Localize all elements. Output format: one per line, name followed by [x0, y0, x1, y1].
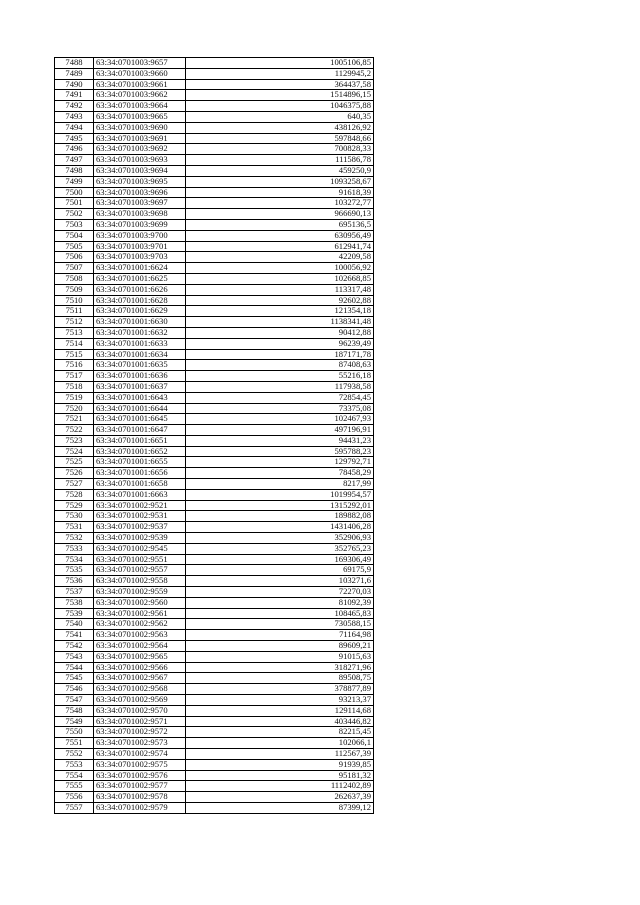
- table-row: [55, 133, 374, 144]
- row-number-cell: 7527: [55, 479, 94, 490]
- cadastral-number-cell: 63:34:0701003:9701: [94, 241, 186, 252]
- cadastral-number-cell: 63:34:0701002:9561: [94, 608, 186, 619]
- cadastral-value-cell: 91939,85: [186, 759, 374, 770]
- cadastral-number-cell: 63:34:0701002:9521: [94, 500, 186, 511]
- cadastral-value-cell: 1093258,67: [186, 176, 374, 187]
- cadastral-value-cell: 1005106,85: [186, 58, 374, 69]
- cadastral-number-cell: 63:34:0701002:9564: [94, 641, 186, 652]
- cadastral-value-cell: 403446,82: [186, 716, 374, 727]
- cadastral-value-cell: 112567,39: [186, 749, 374, 760]
- cadastral-value-cell: 90412,88: [186, 327, 374, 338]
- cadastral-value-cell: 630956,49: [186, 230, 374, 241]
- cadastral-value-cell: 95181,32: [186, 770, 374, 781]
- cadastral-number-cell: 63:34:0701002:9573: [94, 738, 186, 749]
- cadastral-value-cell: 91015,63: [186, 651, 374, 662]
- cadastral-value-cell: 87408,63: [186, 360, 374, 371]
- cadastral-number-cell: 63:34:0701002:9560: [94, 597, 186, 608]
- row-number-cell: 7520: [55, 403, 94, 414]
- cadastral-number-cell: 63:34:0701003:9661: [94, 79, 186, 90]
- row-number-cell: 7494: [55, 122, 94, 133]
- cadastral-value-cell: 459250,9: [186, 165, 374, 176]
- table-row: [55, 792, 374, 803]
- table-row: [55, 641, 374, 652]
- row-number-cell: 7545: [55, 673, 94, 684]
- row-number-cell: 7551: [55, 738, 94, 749]
- table-row: [55, 241, 374, 252]
- row-number-cell: 7554: [55, 770, 94, 781]
- cadastral-number-cell: 63:34:0701003:9703: [94, 252, 186, 263]
- table-row: [55, 630, 374, 641]
- table-row: [55, 489, 374, 500]
- table-row: [55, 111, 374, 122]
- row-number-cell: 7548: [55, 705, 94, 716]
- row-number-cell: 7534: [55, 554, 94, 565]
- table-row: [55, 230, 374, 241]
- row-number-cell: 7501: [55, 198, 94, 209]
- cadastral-value-cell: 73375,08: [186, 403, 374, 414]
- row-number-cell: 7514: [55, 338, 94, 349]
- cadastral-number-cell: 63:34:0701002:9558: [94, 576, 186, 587]
- cadastral-number-cell: 63:34:0701002:9559: [94, 587, 186, 598]
- cadastral-number-cell: 63:34:0701001:6635: [94, 360, 186, 371]
- table-row: [55, 58, 374, 69]
- row-number-cell: 7515: [55, 349, 94, 360]
- cadastral-value-cell: 189882,08: [186, 511, 374, 522]
- table-row: [55, 727, 374, 738]
- cadastral-value-cell: 1046375,88: [186, 101, 374, 112]
- row-number-cell: 7513: [55, 327, 94, 338]
- table-row: [55, 263, 374, 274]
- document-page: [54, 57, 373, 814]
- row-number-cell: 7510: [55, 295, 94, 306]
- cadastral-number-cell: 63:34:0701003:9694: [94, 165, 186, 176]
- cadastral-number-cell: 63:34:0701003:9691: [94, 133, 186, 144]
- table-row: [55, 381, 374, 392]
- cadastral-number-cell: 63:34:0701002:9565: [94, 651, 186, 662]
- table-body: [55, 58, 374, 814]
- cadastral-number-cell: 63:34:0701003:9657: [94, 58, 186, 69]
- table-row: [55, 543, 374, 554]
- row-number-cell: 7512: [55, 317, 94, 328]
- cadastral-value-cell: 92602,88: [186, 295, 374, 306]
- table-row: [55, 759, 374, 770]
- cadastral-value-cell: 121354,18: [186, 306, 374, 317]
- cadastral-value-cell: 89609,21: [186, 641, 374, 652]
- cadastral-number-cell: 63:34:0701001:6632: [94, 327, 186, 338]
- cadastral-value-cell: 111586,78: [186, 155, 374, 166]
- cadastral-number-cell: 63:34:0701001:6645: [94, 414, 186, 425]
- cadastral-number-cell: 63:34:0701001:6637: [94, 381, 186, 392]
- cadastral-value-cell: 612941,74: [186, 241, 374, 252]
- table-row: [55, 90, 374, 101]
- cadastral-number-cell: 63:34:0701003:9692: [94, 144, 186, 155]
- cadastral-value-cell: 103271,6: [186, 576, 374, 587]
- cadastral-value-cell: 1112402,89: [186, 781, 374, 792]
- cadastral-number-cell: 63:34:0701002:9576: [94, 770, 186, 781]
- row-number-cell: 7489: [55, 68, 94, 79]
- cadastral-number-cell: 63:34:0701003:9699: [94, 219, 186, 230]
- cadastral-number-cell: 63:34:0701002:9577: [94, 781, 186, 792]
- row-number-cell: 7532: [55, 533, 94, 544]
- row-number-cell: 7550: [55, 727, 94, 738]
- cadastral-number-cell: 63:34:0701003:9665: [94, 111, 186, 122]
- cadastral-number-cell: 63:34:0701001:6658: [94, 479, 186, 490]
- table-row: [55, 554, 374, 565]
- table-row: [55, 738, 374, 749]
- cadastral-value-cell: 597848,66: [186, 133, 374, 144]
- cadastral-value-cell: 96239,49: [186, 338, 374, 349]
- row-number-cell: 7522: [55, 425, 94, 436]
- row-number-cell: 7544: [55, 662, 94, 673]
- cadastral-number-cell: 63:34:0701002:9575: [94, 759, 186, 770]
- row-number-cell: 7521: [55, 414, 94, 425]
- table-row: [55, 198, 374, 209]
- table-row: [55, 684, 374, 695]
- row-number-cell: 7495: [55, 133, 94, 144]
- table-row: [55, 317, 374, 328]
- cadastral-value-cell: 352906,93: [186, 533, 374, 544]
- table-row: [55, 446, 374, 457]
- row-number-cell: 7539: [55, 608, 94, 619]
- cadastral-value-cell: 1138341,48: [186, 317, 374, 328]
- cadastral-value-cell: 1514896,15: [186, 90, 374, 101]
- row-number-cell: 7516: [55, 360, 94, 371]
- table-row: [55, 273, 374, 284]
- cadastral-number-cell: 63:34:0701003:9700: [94, 230, 186, 241]
- row-number-cell: 7557: [55, 802, 94, 813]
- cadastral-number-cell: 63:34:0701001:6629: [94, 306, 186, 317]
- cadastral-number-cell: 63:34:0701002:9563: [94, 630, 186, 641]
- cadastral-value-cell: 89508,75: [186, 673, 374, 684]
- table-row: [55, 716, 374, 727]
- cadastral-value-cell: 438126,92: [186, 122, 374, 133]
- table-row: [55, 144, 374, 155]
- cadastral-number-cell: 63:34:0701002:9531: [94, 511, 186, 522]
- table-row: [55, 122, 374, 133]
- row-number-cell: 7530: [55, 511, 94, 522]
- cadastral-number-cell: 63:34:0701003:9696: [94, 187, 186, 198]
- cadastral-value-cell: 100056,92: [186, 263, 374, 274]
- cadastral-number-cell: 63:34:0701002:9568: [94, 684, 186, 695]
- cadastral-value-cell: 42209,58: [186, 252, 374, 263]
- row-number-cell: 7504: [55, 230, 94, 241]
- cadastral-value-cell: 113317,48: [186, 284, 374, 295]
- row-number-cell: 7540: [55, 619, 94, 630]
- cadastral-value-cell: 78458,29: [186, 468, 374, 479]
- cadastral-number-cell: 63:34:0701001:6647: [94, 425, 186, 436]
- row-number-cell: 7518: [55, 381, 94, 392]
- cadastral-value-cell: 55216,18: [186, 371, 374, 382]
- row-number-cell: 7499: [55, 176, 94, 187]
- row-number-cell: 7537: [55, 587, 94, 598]
- row-number-cell: 7528: [55, 489, 94, 500]
- row-number-cell: 7519: [55, 392, 94, 403]
- cadastral-number-cell: 63:34:0701002:9551: [94, 554, 186, 565]
- table-row: [55, 457, 374, 468]
- cadastral-number-cell: 63:34:0701001:6624: [94, 263, 186, 274]
- table-row: [55, 468, 374, 479]
- cadastral-number-cell: 63:34:0701003:9690: [94, 122, 186, 133]
- cadastral-number-cell: 63:34:0701001:6644: [94, 403, 186, 414]
- row-number-cell: 7533: [55, 543, 94, 554]
- cadastral-number-cell: 63:34:0701002:9570: [94, 705, 186, 716]
- cadastral-number-cell: 63:34:0701002:9578: [94, 792, 186, 803]
- row-number-cell: 7541: [55, 630, 94, 641]
- cadastral-value-cell: 102066,1: [186, 738, 374, 749]
- cadastral-value-cell: 1019954,57: [186, 489, 374, 500]
- cadastral-value-cell: 117938,58: [186, 381, 374, 392]
- cadastral-number-cell: 63:34:0701003:9698: [94, 209, 186, 220]
- cadastral-value-cell: 595788,23: [186, 446, 374, 457]
- cadastral-value-cell: 1129945,2: [186, 68, 374, 79]
- row-number-cell: 7497: [55, 155, 94, 166]
- table-row: [55, 165, 374, 176]
- table-row: [55, 770, 374, 781]
- table-row: [55, 414, 374, 425]
- cadastral-number-cell: 63:34:0701002:9567: [94, 673, 186, 684]
- table-row: [55, 587, 374, 598]
- row-number-cell: 7488: [55, 58, 94, 69]
- cadastral-value-cell: 129792,71: [186, 457, 374, 468]
- row-number-cell: 7503: [55, 219, 94, 230]
- cadastral-value-cell: 364437,58: [186, 79, 374, 90]
- table-row: [55, 479, 374, 490]
- cadastral-value-cell: 8217,99: [186, 479, 374, 490]
- row-number-cell: 7508: [55, 273, 94, 284]
- row-number-cell: 7496: [55, 144, 94, 155]
- row-number-cell: 7524: [55, 446, 94, 457]
- cadastral-number-cell: 63:34:0701002:9562: [94, 619, 186, 630]
- row-number-cell: 7505: [55, 241, 94, 252]
- cadastral-value-cell: 93213,37: [186, 695, 374, 706]
- cadastral-number-cell: 63:34:0701001:6652: [94, 446, 186, 457]
- table-row: [55, 705, 374, 716]
- cadastral-value-cell: 695136,5: [186, 219, 374, 230]
- cadastral-value-cell: 129114,68: [186, 705, 374, 716]
- cadastral-number-cell: 63:34:0701001:6655: [94, 457, 186, 468]
- cadastral-value-cell: 103272,77: [186, 198, 374, 209]
- cadastral-value-cell: 82215,45: [186, 727, 374, 738]
- cadastral-number-cell: 63:34:0701002:9539: [94, 533, 186, 544]
- table-row: [55, 781, 374, 792]
- cadastral-value-cell: 81092,39: [186, 597, 374, 608]
- table-row: [55, 284, 374, 295]
- cadastral-value-cell: 87399,12: [186, 802, 374, 813]
- row-number-cell: 7552: [55, 749, 94, 760]
- table-row: [55, 392, 374, 403]
- cadastral-number-cell: 63:34:0701002:9545: [94, 543, 186, 554]
- table-row: [55, 576, 374, 587]
- cadastral-number-cell: 63:34:0701001:6636: [94, 371, 186, 382]
- row-number-cell: 7555: [55, 781, 94, 792]
- row-number-cell: 7546: [55, 684, 94, 695]
- cadastral-number-cell: 63:34:0701003:9695: [94, 176, 186, 187]
- table-row: [55, 403, 374, 414]
- cadastral-value-cell: 497196,91: [186, 425, 374, 436]
- table-row: [55, 435, 374, 446]
- cadastral-value-cell: 102467,93: [186, 414, 374, 425]
- row-number-cell: 7538: [55, 597, 94, 608]
- row-number-cell: 7498: [55, 165, 94, 176]
- table-row: [55, 68, 374, 79]
- cadastral-value-cell: 187171,78: [186, 349, 374, 360]
- table-row: [55, 802, 374, 813]
- cadastral-number-cell: 63:34:0701001:6663: [94, 489, 186, 500]
- table-row: [55, 209, 374, 220]
- table-row: [55, 533, 374, 544]
- table-row: [55, 651, 374, 662]
- table-row: [55, 79, 374, 90]
- row-number-cell: 7549: [55, 716, 94, 727]
- table-row: [55, 349, 374, 360]
- table-row: [55, 187, 374, 198]
- table-row: [55, 252, 374, 263]
- row-number-cell: 7502: [55, 209, 94, 220]
- cadastral-value-cell: 352765,23: [186, 543, 374, 554]
- cadastral-number-cell: 63:34:0701001:6656: [94, 468, 186, 479]
- cadastral-value-cell: 318271,96: [186, 662, 374, 673]
- table-row: [55, 327, 374, 338]
- cadastral-number-cell: 63:34:0701001:6630: [94, 317, 186, 328]
- cadastral-number-cell: 63:34:0701002:9569: [94, 695, 186, 706]
- cadastral-number-cell: 63:34:0701001:6633: [94, 338, 186, 349]
- cadastral-number-cell: 63:34:0701002:9572: [94, 727, 186, 738]
- row-number-cell: 7517: [55, 371, 94, 382]
- row-number-cell: 7500: [55, 187, 94, 198]
- cadastral-value-cell: 94431,23: [186, 435, 374, 446]
- cadastral-number-cell: 63:34:0701003:9662: [94, 90, 186, 101]
- row-number-cell: 7543: [55, 651, 94, 662]
- row-number-cell: 7509: [55, 284, 94, 295]
- cadastral-value-cell: 1315292,01: [186, 500, 374, 511]
- cadastral-value-cell: 700828,33: [186, 144, 374, 155]
- cadastral-value-cell: 640,35: [186, 111, 374, 122]
- cadastral-value-cell: 966690,13: [186, 209, 374, 220]
- cadastral-number-cell: 63:34:0701001:6625: [94, 273, 186, 284]
- row-number-cell: 7556: [55, 792, 94, 803]
- cadastral-number-cell: 63:34:0701001:6651: [94, 435, 186, 446]
- cadastral-number-cell: 63:34:0701002:9571: [94, 716, 186, 727]
- row-number-cell: 7529: [55, 500, 94, 511]
- table-row: [55, 101, 374, 112]
- cadastral-number-cell: 63:34:0701002:9566: [94, 662, 186, 673]
- cadastral-number-cell: 63:34:0701002:9537: [94, 522, 186, 533]
- row-number-cell: 7493: [55, 111, 94, 122]
- table-row: [55, 425, 374, 436]
- cadastral-value-cell: 102668,85: [186, 273, 374, 284]
- table-row: [55, 565, 374, 576]
- row-number-cell: 7492: [55, 101, 94, 112]
- cadastral-value-cell: 1431406,28: [186, 522, 374, 533]
- cadastral-number-cell: 63:34:0701001:6634: [94, 349, 186, 360]
- row-number-cell: 7531: [55, 522, 94, 533]
- cadastral-number-cell: 63:34:0701003:9664: [94, 101, 186, 112]
- cadastral-number-cell: 63:34:0701001:6643: [94, 392, 186, 403]
- table-row: [55, 695, 374, 706]
- cadastral-value-cell: 169306,49: [186, 554, 374, 565]
- table-row: [55, 295, 374, 306]
- cadastral-value-cell: 108465,83: [186, 608, 374, 619]
- table-row: [55, 662, 374, 673]
- cadastral-number-cell: 63:34:0701001:6628: [94, 295, 186, 306]
- cadastral-number-cell: 63:34:0701003:9693: [94, 155, 186, 166]
- cadastral-number-cell: 63:34:0701002:9574: [94, 749, 186, 760]
- cadastral-value-cell: 730588,15: [186, 619, 374, 630]
- table-row: [55, 597, 374, 608]
- table-row: [55, 511, 374, 522]
- row-number-cell: 7553: [55, 759, 94, 770]
- row-number-cell: 7506: [55, 252, 94, 263]
- row-number-cell: 7535: [55, 565, 94, 576]
- table-row: [55, 176, 374, 187]
- cadastral-value-cell: 72270,03: [186, 587, 374, 598]
- table-row: [55, 619, 374, 630]
- table-row: [55, 749, 374, 760]
- row-number-cell: 7526: [55, 468, 94, 479]
- cadastral-value-cell: 91618,39: [186, 187, 374, 198]
- cadastral-number-cell: 63:34:0701003:9697: [94, 198, 186, 209]
- row-number-cell: 7525: [55, 457, 94, 468]
- row-number-cell: 7547: [55, 695, 94, 706]
- cadastral-number-cell: 63:34:0701003:9660: [94, 68, 186, 79]
- cadastral-number-cell: 63:34:0701002:9557: [94, 565, 186, 576]
- cadastral-value-cell: 378877,89: [186, 684, 374, 695]
- row-number-cell: 7523: [55, 435, 94, 446]
- table-row: [55, 360, 374, 371]
- cadastral-value-cell: 69175,9: [186, 565, 374, 576]
- table-row: [55, 500, 374, 511]
- row-number-cell: 7507: [55, 263, 94, 274]
- cadastral-value-cell: 72854,45: [186, 392, 374, 403]
- cadastral-number-cell: 63:34:0701001:6626: [94, 284, 186, 295]
- table-row: [55, 522, 374, 533]
- cadastral-value-cell: 71164,98: [186, 630, 374, 641]
- row-number-cell: 7511: [55, 306, 94, 317]
- table-row: [55, 306, 374, 317]
- row-number-cell: 7491: [55, 90, 94, 101]
- table-row: [55, 219, 374, 230]
- cadastral-number-cell: 63:34:0701002:9579: [94, 802, 186, 813]
- cadastral-value-table: [54, 57, 374, 814]
- row-number-cell: 7490: [55, 79, 94, 90]
- row-number-cell: 7536: [55, 576, 94, 587]
- table-row: [55, 155, 374, 166]
- row-number-cell: 7542: [55, 641, 94, 652]
- table-row: [55, 673, 374, 684]
- table-row: [55, 371, 374, 382]
- cadastral-value-cell: 262637,39: [186, 792, 374, 803]
- table-row: [55, 608, 374, 619]
- table-row: [55, 338, 374, 349]
